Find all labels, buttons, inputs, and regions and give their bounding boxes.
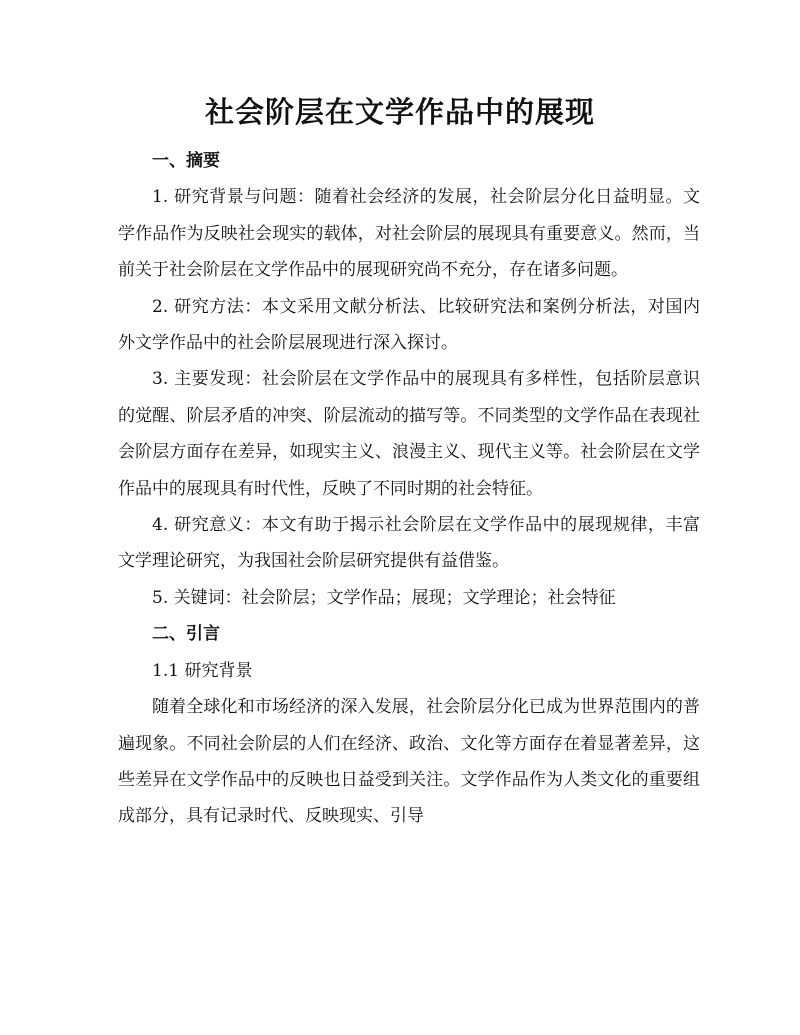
abstract-item-findings: 3. 主要发现：社会阶层在文学作品中的展现具有多样性，包括阶层意识的觉醒、阶层矛盾的冲突、阶层流动的描写等。不同类型的文学作品在表现社会阶层方面存在差异，如现实主义、浪漫主义、现代主义等。社会阶层在文学作品中的展现具有时代性，反映了不同时期的社会特征。 (118, 369, 700, 499)
subsection-heading-background: 1.1 研究背景 (152, 660, 253, 681)
section-heading-intro: 二、引言 (152, 624, 220, 645)
document-title: 社会阶层在文学作品中的展现 (204, 95, 595, 129)
abstract-item-keywords: 5. 关键词：社会阶层；文学作品；展现；文学理论；社会特征 (152, 587, 616, 608)
document-body (118, 143, 700, 835)
abstract-item-background: 1. 研究背景与问题：随着社会经济的发展，社会阶层分化日益明显。文学作品作为反映社会现实的载体，对社会阶层的展现具有重要意义。然而，当前关于社会阶层在文学作品中的展现研究尚不充分，存在诸多问题。 (118, 187, 700, 281)
abstract-item-methods: 2. 研究方法：本文采用文献分析法、比较研究法和案例分析法，对国内外文学作品中的社会阶层展现进行深入探讨。 (118, 296, 700, 354)
intro-paragraph: 随着全球化和市场经济的深入发展，社会阶层分化已成为世界范围内的普遍现象。不同社会阶层的人们在经济、政治、文化等方面存在着显著差异，这些差异在文学作品中的反映也日益受到关注。文学作品作为人类文化的重要组成部分，具有记录时代、反映现实、引导 (118, 697, 700, 827)
abstract-item-significance: 4. 研究意义：本文有助于揭示社会阶层在文学作品中的展现规律，丰富文学理论研究，为我国社会阶层研究提供有益借鉴。 (118, 515, 700, 572)
section-heading-abstract: 一、摘要 (152, 151, 220, 171)
